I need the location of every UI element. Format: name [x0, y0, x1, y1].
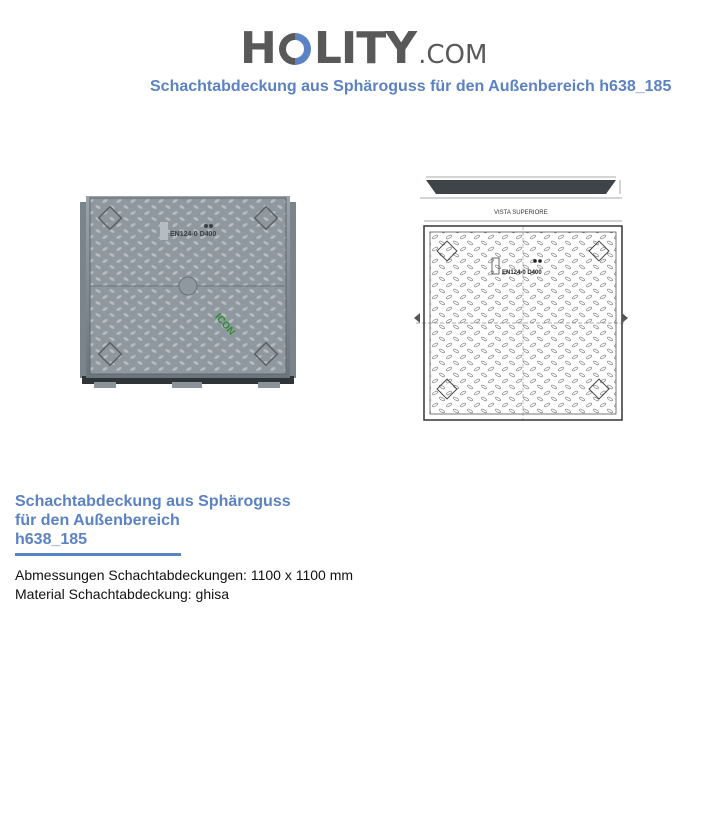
- photo-brand-marking: ICON: [212, 311, 237, 338]
- manhole-cover-photo: [80, 192, 296, 392]
- spec-material: Material Schachtabdeckung: ghisa: [15, 586, 230, 602]
- spec-dimensions: Abmessungen Schachtabdeckungen: 1100 x 1100 mm: [15, 567, 354, 583]
- drawing-marking: EN124-0 D400: [502, 270, 542, 276]
- logo-suffix: .COM: [418, 40, 488, 70]
- logo-letter-h: H: [240, 23, 276, 74]
- logo-o-icon: [277, 31, 313, 67]
- product-specs: [15, 566, 353, 604]
- product-title-line: für den Außenbereich: [15, 512, 180, 529]
- product-title: [15, 492, 335, 549]
- title-divider: [15, 553, 181, 556]
- holity-logo[interactable]: [240, 18, 490, 74]
- logo-wordmark: [240, 18, 487, 80]
- product-code: h638_185: [15, 531, 88, 548]
- manhole-cover-technical-drawing: [410, 168, 632, 426]
- page-title: Schachtabdeckung aus Sphäroguss für den Außenbereich h638_185: [150, 78, 672, 95]
- photo-marking: EN124-0 D400: [170, 231, 217, 238]
- logo-letters-lity: LITY: [313, 23, 417, 74]
- product-title-line: Schachtabdeckung aus Sphäroguss: [15, 493, 291, 510]
- drawing-view-label: VISTA SUPERIORE: [494, 210, 548, 216]
